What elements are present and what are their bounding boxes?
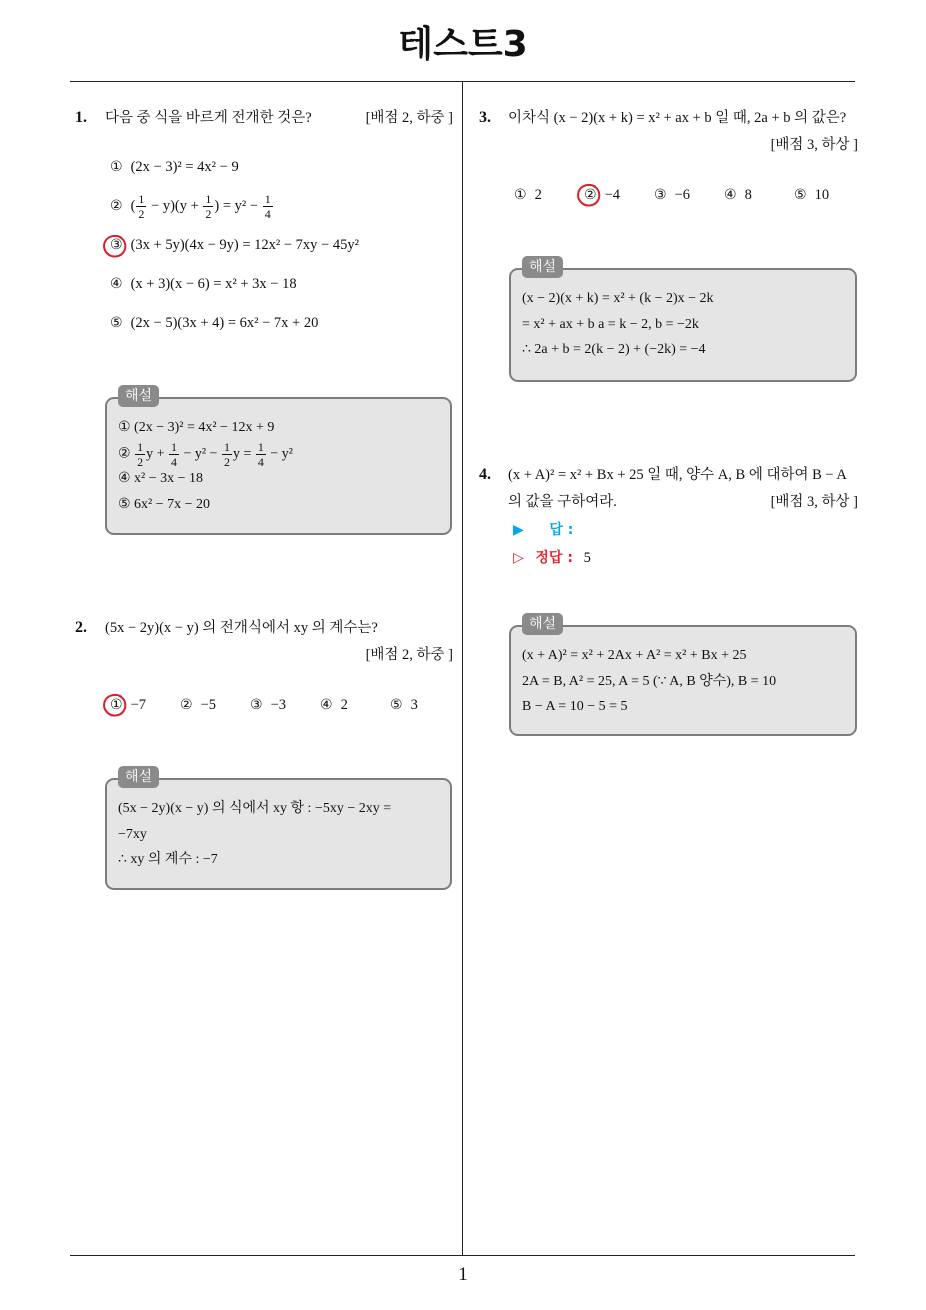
math-text: = x² + ax + b a = k − 2, b = −2k bbox=[522, 316, 699, 332]
answer-label: 답 : bbox=[549, 522, 574, 538]
choice-mark-wrap bbox=[514, 182, 527, 208]
score-info: [배점 3, 하상 ] bbox=[770, 136, 858, 153]
choice-number-mark: ③ bbox=[654, 187, 667, 203]
math-text: − y² − bbox=[179, 446, 221, 462]
choice-mark-wrap bbox=[794, 182, 807, 208]
fraction-numerator: 1 bbox=[137, 439, 144, 454]
math-text: 2 bbox=[340, 697, 348, 713]
math-text: −7xy bbox=[118, 826, 147, 842]
choice-mark-wrap bbox=[110, 692, 123, 718]
math-text: ④ x² − 3x − 18 bbox=[118, 471, 204, 486]
solution-line bbox=[522, 312, 714, 338]
correct-answer bbox=[513, 545, 591, 571]
fraction bbox=[203, 193, 213, 220]
math-text: −7 bbox=[130, 697, 146, 713]
page-number: 1 bbox=[458, 1264, 468, 1285]
choice-mark-wrap bbox=[584, 182, 597, 208]
choice-content bbox=[131, 315, 319, 331]
fraction-denominator: 2 bbox=[205, 207, 212, 222]
choice-mark-wrap bbox=[110, 187, 123, 226]
fraction-denominator: 2 bbox=[138, 207, 145, 222]
math-text: ) = y² − bbox=[214, 198, 262, 214]
choice-mark-wrap bbox=[320, 692, 333, 718]
solution-box bbox=[509, 259, 857, 382]
solution-line bbox=[522, 669, 776, 695]
fraction-numerator: 1 bbox=[223, 439, 230, 454]
math-text: (2x − 3)² = 4x² − 9 bbox=[130, 159, 239, 175]
choice-number-mark: ⑤ bbox=[390, 697, 403, 713]
solution-line bbox=[118, 822, 391, 848]
solution-box bbox=[105, 388, 452, 535]
question-number: 4. bbox=[479, 466, 491, 483]
choice-number-mark: ① bbox=[514, 187, 527, 203]
page-title: 테스트3 bbox=[398, 24, 528, 65]
math-text: − y)(y + bbox=[147, 198, 203, 214]
solution-line bbox=[522, 643, 776, 669]
math-text: ∴ xy 의 계수 : −7 bbox=[118, 852, 218, 867]
choice-number-mark: ② bbox=[584, 187, 597, 203]
score-info: [배점 3, 하상 ] bbox=[770, 493, 858, 510]
solution-line bbox=[118, 441, 293, 467]
choice-mark-wrap bbox=[110, 226, 123, 265]
solution-lines bbox=[118, 415, 293, 517]
question-prompt bbox=[105, 105, 453, 132]
choice-mark-wrap bbox=[250, 692, 263, 718]
choice-mark-wrap bbox=[390, 692, 403, 718]
math-text: ① (2x − 3)² = 4x² − 12x + 9 bbox=[118, 420, 275, 435]
fraction bbox=[136, 193, 146, 220]
fraction-denominator: 4 bbox=[170, 454, 177, 469]
fraction-denominator: 2 bbox=[137, 454, 144, 469]
prompt-text: (x + A)² = x² + Bx + 25 일 때, 양수 A, B 에 대하여 B − A 의 값을 구하여라. bbox=[508, 467, 847, 510]
solution-line bbox=[118, 492, 293, 518]
solution-box bbox=[509, 616, 857, 736]
correct-answer-label: 정답 : bbox=[535, 550, 573, 566]
choice-2 bbox=[180, 692, 250, 718]
choice-mark-wrap bbox=[180, 692, 193, 718]
math-text: (2x − 5)(3x + 4) = 6x² − 7x + 20 bbox=[130, 315, 319, 331]
column-divider bbox=[462, 82, 463, 1256]
choice-mark-wrap bbox=[110, 304, 123, 343]
fraction-numerator: 1 bbox=[138, 192, 145, 207]
choice-number-mark: ② bbox=[110, 198, 123, 214]
fraction-denominator: 4 bbox=[264, 207, 271, 222]
math-text: ⑤ 6x² − 7x − 20 bbox=[118, 496, 211, 512]
fraction-numerator: 1 bbox=[205, 192, 212, 207]
math-text: −5 bbox=[200, 697, 216, 713]
fraction bbox=[135, 441, 145, 468]
footer-divider bbox=[70, 1255, 855, 1256]
choice-5 bbox=[390, 692, 460, 718]
solution-line bbox=[118, 415, 293, 441]
solution-line bbox=[118, 847, 391, 873]
choice-5 bbox=[110, 304, 359, 343]
solution-label: 해설 bbox=[118, 385, 159, 407]
math-text: (5x − 2y)(x − y) 의 식에서 xy 항 : −5xy − 2xy = bbox=[118, 801, 392, 816]
solution-label: 해설 bbox=[522, 256, 563, 278]
choice-list bbox=[110, 148, 359, 343]
solution-box bbox=[105, 769, 452, 890]
fraction bbox=[263, 193, 273, 220]
math-text: ② bbox=[118, 446, 135, 462]
choice-content bbox=[745, 187, 752, 203]
solution-line bbox=[118, 466, 293, 492]
fraction-numerator: 1 bbox=[264, 192, 271, 207]
math-text: ∴ 2a + b = 2(k − 2) + (−2k) = −4 bbox=[522, 342, 706, 357]
choice-number-mark: ② bbox=[180, 697, 193, 713]
choice-content bbox=[131, 237, 359, 253]
math-text: 8 bbox=[744, 187, 752, 203]
fraction-denominator: 2 bbox=[223, 454, 230, 469]
question-prompt bbox=[508, 105, 858, 158]
choice-number-mark: ③ bbox=[110, 237, 123, 253]
choice-content bbox=[675, 187, 690, 203]
math-text: (x + A)² = x² + 2Ax + A² = x² + Bx + 25 bbox=[522, 648, 747, 663]
choice-number-mark: ④ bbox=[724, 187, 737, 203]
fraction-denominator: 4 bbox=[257, 454, 264, 469]
choice-mark-wrap bbox=[654, 182, 667, 208]
choice-content bbox=[605, 187, 620, 203]
choice-content bbox=[131, 159, 239, 175]
choice-1 bbox=[110, 692, 180, 718]
fraction bbox=[222, 441, 232, 468]
choice-mark-wrap bbox=[110, 148, 123, 187]
choice-5 bbox=[794, 182, 864, 208]
prompt-text: 다음 중 식을 바르게 전개한 것은? bbox=[105, 110, 312, 126]
choice-3 bbox=[110, 226, 359, 265]
math-text: 2 bbox=[534, 187, 542, 203]
math-text: 10 bbox=[814, 187, 830, 203]
math-text: (x + 3)(x − 6) = x² + 3x − 18 bbox=[130, 276, 297, 292]
choice-4 bbox=[320, 692, 390, 718]
question-prompt bbox=[508, 462, 858, 515]
solution-line bbox=[118, 796, 391, 822]
question-prompt bbox=[105, 615, 453, 668]
math-text: y + bbox=[146, 446, 168, 462]
fraction-numerator: 1 bbox=[170, 439, 177, 454]
math-text: −3 bbox=[270, 697, 286, 713]
solution-line bbox=[522, 286, 714, 312]
choice-2 bbox=[584, 182, 654, 208]
math-text: −6 bbox=[674, 187, 690, 203]
prompt-text: (5x − 2y)(x − y) 의 전개식에서 xy 의 계수는? bbox=[105, 620, 378, 636]
score-info: [배점 2, 하중 ] bbox=[365, 110, 453, 126]
choice-3 bbox=[654, 182, 724, 208]
math-text: (3x + 5y)(4x − 9y) = 12x² − 7xy − 45y² bbox=[130, 237, 359, 253]
choice-content bbox=[130, 192, 274, 222]
solution-label: 해설 bbox=[118, 766, 159, 788]
question-number: 2. bbox=[75, 619, 87, 636]
choice-1 bbox=[110, 148, 359, 187]
score-info: [배점 2, 하중 ] bbox=[365, 646, 453, 663]
choice-number-mark: ⑤ bbox=[110, 315, 123, 331]
solution-line bbox=[522, 694, 776, 720]
choice-content bbox=[411, 697, 418, 713]
solution-label: 해설 bbox=[522, 613, 563, 635]
prompt-text: 이차식 (x − 2)(x + k) = x² + ax + b 일 때, 2a + b 의 값은? bbox=[508, 110, 847, 126]
fraction bbox=[169, 441, 179, 468]
question-number: 1. bbox=[75, 109, 87, 126]
choice-number-mark: ⑤ bbox=[794, 187, 807, 203]
choice-content bbox=[131, 276, 297, 292]
answer-prompt bbox=[513, 517, 573, 543]
choice-number-mark: ④ bbox=[320, 697, 333, 713]
math-text: 3 bbox=[410, 697, 418, 713]
choice-number-mark: ① bbox=[110, 159, 123, 175]
math-text: −4 bbox=[604, 187, 620, 203]
choice-content bbox=[271, 697, 286, 713]
solution-lines bbox=[522, 643, 776, 720]
math-text: − y² bbox=[266, 446, 293, 462]
solution-lines bbox=[522, 286, 714, 363]
fraction bbox=[256, 441, 266, 468]
choice-mark-wrap bbox=[110, 265, 123, 304]
choice-list bbox=[110, 692, 460, 718]
question-number: 3. bbox=[479, 109, 491, 126]
choice-1 bbox=[514, 182, 584, 208]
math-text: B − A = 10 − 5 = 5 bbox=[522, 699, 628, 714]
choice-4 bbox=[724, 182, 794, 208]
solution-line bbox=[522, 337, 714, 363]
choice-4 bbox=[110, 265, 359, 304]
choice-number-mark: ③ bbox=[250, 697, 263, 713]
choice-number-mark: ④ bbox=[110, 276, 123, 292]
choice-mark-wrap bbox=[724, 182, 737, 208]
math-text: y = bbox=[232, 446, 255, 462]
play-arrow-icon: ▶ bbox=[513, 522, 524, 538]
math-text: 2A = B, A² = 25, A = 5 (∵ A, B 양수), B = 10 bbox=[522, 673, 777, 689]
fraction-numerator: 1 bbox=[257, 439, 264, 454]
choice-content bbox=[815, 187, 830, 203]
solution-lines bbox=[118, 796, 391, 873]
choice-list bbox=[514, 182, 864, 208]
correct-answer-value: 5 bbox=[583, 550, 591, 566]
choice-number-mark: ① bbox=[110, 697, 123, 713]
math-text: ( bbox=[130, 198, 136, 214]
outline-arrow-icon: ▷ bbox=[513, 550, 524, 566]
choice-content bbox=[341, 697, 348, 713]
math-text: (x − 2)(x + k) = x² + (k − 2)x − 2k bbox=[522, 291, 714, 306]
choice-3 bbox=[250, 692, 320, 718]
choice-2 bbox=[110, 187, 359, 226]
choice-content bbox=[535, 187, 542, 203]
choice-content bbox=[131, 697, 146, 713]
choice-content bbox=[201, 697, 216, 713]
